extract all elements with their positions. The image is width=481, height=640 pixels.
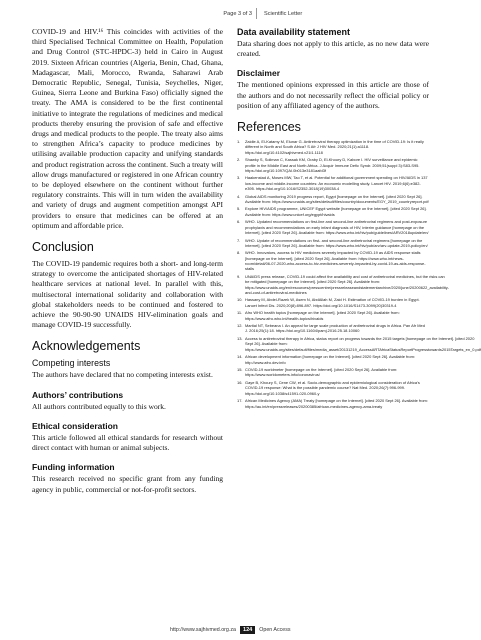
right-column	[237, 27, 481, 411]
reference-number: 3.	[237, 175, 241, 181]
reference-item	[237, 238, 429, 249]
reference-item	[237, 175, 429, 191]
disclaimer-heading: Disclaimer	[237, 68, 280, 79]
reference-text: Explore HIV/AIDS programme, UNICEF Egypt website [homepage on the Internet]. [cited 2020 Sept 26]. Available from: https://www.unicef.org/egypt/hivaids	[245, 206, 427, 217]
reference-text: Martial NT, Sebeana I. An appeal for large scale production of antiretroviral drugs in Africa. Pan Afr Med J. 2016;25(1):18. https://doi.org/10.11604/pamj.2016.25.18.10060	[245, 323, 425, 334]
authors-contributions-text: All authors contributed equally to this work.	[32, 401, 166, 411]
ethical-consideration-text: This article followed all ethical standards for research without direct contact with human or animal subjects.	[32, 432, 223, 453]
reference-text: Hassany M, Abdel-Razek W, Asem N, AbdAllah M, Zaid H. Estimation of COVID-19 burden in Egypt. Lancet Infect Dis. 2020;20(8):896-897. https://doi.org/10.1016/S1473-3099(20)30319-4	[245, 297, 420, 308]
journal-url-link[interactable]: http://www.sajhivmed.org.za	[170, 627, 236, 633]
reference-item	[237, 297, 429, 308]
page-label: Page 3 of 3	[223, 10, 252, 17]
reference-item	[237, 157, 429, 173]
funding-text: This research received no specific grant from any funding agency in public, commercial or not-for-profit sectors.	[32, 474, 223, 494]
conclusion-text: The COVID-19 pandemic requires both a short- and long-term strategy to overcome the anticipated shortages of HIV-related healthcare services at national level. In parallel with this, multisectoral international solidarity and collaboration with global stakeholders needs to be continued and fostered to achieve the 90-90-90 UNAIDS HIV-elimination goals and manage COVID-19 successfully.	[32, 259, 223, 330]
reference-item	[237, 194, 429, 205]
reference-item	[237, 354, 429, 365]
reference-item	[237, 310, 429, 321]
reference-text: Global AIDS monitoring 2019 progress report, Egypt [homepage on the Internet]. [cited 2020 Sept 26]. Available from: https://www.unaids.org/sites/default/files/country/documents/EGY_2019_countryreport.pdf	[245, 193, 429, 204]
reference-text: Shawky S, Soliman C, Kassak KM, Oraby D, El-Khoury D, Kabore I. HIV surveillance and epidemic profile in the Middle East and North Africa. J Acquir Immune Defic Syndr. 2009;51(suppl 3):S83-S95. https://doi.org/10.1097/QAI.0b013e3181aafd3f	[245, 157, 420, 173]
open-access-label: Open Access	[259, 627, 291, 633]
reference-text: UNAIDS press release, COVID-19 could affect the availability and cost of antiretroviral medicines, but the risks can be mitigated [homepage on the Internet]. [cited 2020 Sept 26]. Available from: https://www.unaids.org/en/resources/presscentre/pressreleaseandstatementarchive/2020/june/20200622_availability-and-cost-of-antiretroviral-medicines	[245, 273, 449, 295]
references-heading: References	[237, 120, 301, 135]
references-list	[237, 139, 481, 409]
data-availability-text: Data sharing does not apply to this article, as no new data were created.	[237, 39, 429, 59]
reference-number: 14.	[237, 354, 243, 360]
reference-number: 9.	[237, 273, 241, 279]
reference-number: 6.	[237, 219, 241, 225]
reference-text: WHO. Update of recommendations on first- and second-line antiretroviral regimens [homepage on the Internet]. [cited 2020 Sept 26]. Available from: https://www.who.int/hiv/pub/arv/arv-update-2019-policy/en/	[245, 237, 428, 248]
reference-text: Afro WHO health topics [homepage on the Internet]. [cited 2020 Sept 26]. Available from: https://www.afro.who.int/health-topics/hivaids	[245, 310, 400, 321]
reference-number: 17.	[237, 398, 243, 404]
intro-paragraph: COVID-19 and HIV.¹⁶ This coincides with activities of the third Specialised Technical Committee on Health, Population and Drug Control (STC-HPDC-3) held in Cairo in August 2019. Sixteen African countries (Algeria, Benin, Chad, Ghana, Madagascar, Mali, Morocco, Rwanda, Saharawi Arab Democratic Republic, Senegal, Tunisia, Seychelles, Niger, Guinea, Sierra Leone and Burkina Faso) officially signed the treaty. The AMA is considered to be the first continental initiative to integrate the regulations of medicines and medical products thereby ensuring the provision of safe and effective drugs and medical products to the people. The treaty also aims to strengthen Africa’s capacity to produce medicines by utilising available production capacity and unifying standards and product registration across the continent. Such a treaty will allow drugs manufactured or registered in one African country to be deployed elsewhere on the continent without further regulatory constraints. This will in turn widen the availability and variety of drugs and augment competition amongst API providers to ensure that medicines can be offered at an optimum and affordable price.	[32, 27, 223, 230]
reference-item	[237, 219, 429, 235]
reference-text: Gaye B, Khoury S, Cene CW, et al. Socio-demographic and epidemiological consideration of Africa’s COVID-19 response: What is the possible pandemic course? Nat Med. 2020;26(7):996-999. https://doi.org/10.1038/s41591-020-0960-y	[245, 380, 420, 396]
reference-item	[237, 273, 449, 295]
article-type-label: Scientific Letter	[264, 10, 303, 17]
reference-text: COVID-19 worldmeter [homepage on the Internet]. [cited 2020 Sept 26]. Available from: https://www.worldometers.info/coronavirus/	[245, 367, 398, 378]
reference-text: Access to antiretroviral therapy in Africa, status report on progress towards the 2015 targets [homepage on the Internet]. [cited 2020 Sept 26]. Available from: https://www.unaids.org/sites/default/files/media_asset/20131219_AccessARTAfricaStatusReportProgresstowards2015Targets_en_0.pdf	[245, 336, 481, 352]
ethical-consideration-heading: Ethical consideration	[32, 420, 118, 431]
reference-number: 2.	[237, 157, 241, 163]
reference-number: 16.	[237, 380, 243, 386]
reference-number: 15.	[237, 367, 243, 373]
left-column	[32, 27, 223, 497]
reference-text: Haakenstad A, Moses MW, Tao T, et al. Potential for additional government spending on HIV/AIDS in 137 low-income and middle-income countries: An economic modelling study. Lancet HIV. 2019;6(6):e382-e395. https://doi.org/10.1016/S2352-3018(19)30038-4	[245, 175, 428, 191]
reference-number: 13.	[237, 336, 243, 342]
data-availability-heading: Data availability statement	[237, 27, 351, 37]
page-number: 124	[240, 626, 255, 634]
reference-number: 1.	[237, 139, 241, 145]
funding-heading: Funding information	[32, 462, 115, 473]
reference-text: African Medicines Agency (AMA) Treaty [homepage on the Internet]. [cited 2020 Sept 26]. Available from: https://au.int/en/pressreleases/20200385/african-medicines-agency-ama-treaty	[245, 398, 428, 409]
reference-text: WHO. Innovators, access to HIV medicines severely impacted by COVID-19 as AIDS response stalls [homepage on the Internet]. [cited 2020 Sept 26]. Available from: https://www.who.int/news-room/detail/06-07-2020-who-access-to-hiv-medicines-severely-impacted-by-covid-19-as-aids-response-stalls	[245, 250, 426, 272]
reference-number: 11.	[237, 310, 243, 316]
reference-number: 4.	[237, 193, 241, 199]
reference-item	[237, 250, 429, 271]
acknowledgements-heading: Acknowledgements	[32, 339, 141, 354]
reference-number: 5.	[237, 206, 241, 212]
reference-item	[237, 206, 429, 217]
disclaimer-text: The mentioned opinions expressed in this article are those of the authors and do not necessarily reflect the official policy or position of any affiliated agency of the authors.	[237, 80, 429, 110]
reference-item	[237, 380, 429, 396]
reference-text: WHO. Updated recommendations on first-line and second-line antiretroviral regimens and post-exposure prophylaxis and recommendations on early infant diagnosis of HIV, interim guidance [homepage on the Internet]. [cited 2020 Sept 26]. Available from: https://www.who.int/hiv/pub/guidelines/ARV2018update/en/	[245, 219, 429, 235]
conclusion-heading: Conclusion	[32, 240, 94, 255]
competing-interests-heading: Competing interests	[32, 358, 111, 369]
reference-number: 12.	[237, 323, 243, 329]
page-header	[32, 8, 421, 19]
competing-interests-text: The authors have declared that no competing interests exist.	[32, 370, 213, 380]
reference-number: 10.	[237, 297, 243, 303]
reference-item	[237, 323, 429, 334]
authors-contributions-heading: Authors’ contributions	[32, 389, 124, 400]
page-footer	[170, 625, 291, 635]
reference-item	[237, 139, 429, 155]
reference-number: 7.	[237, 237, 241, 243]
reference-text: Zaidle A, El-Katamy M, Elunar G. Antiretroviral therapy optimization in the time of COVID-19: Is it really different in North and South Africa? S Afr J HIV Med. 2020;21(1):a1118. https://doi.org/10.4102/sajhivmed.v21i1.1118	[245, 139, 424, 155]
reference-item	[237, 398, 429, 409]
reference-item	[237, 336, 481, 352]
reference-number: 8.	[237, 250, 241, 256]
reference-text: African development information [homepage on the Internet]. [cited 2020 Sept 26]. Available from: http://www.afro.dev.info	[245, 354, 415, 365]
reference-item	[237, 367, 429, 378]
header-divider	[256, 8, 257, 19]
